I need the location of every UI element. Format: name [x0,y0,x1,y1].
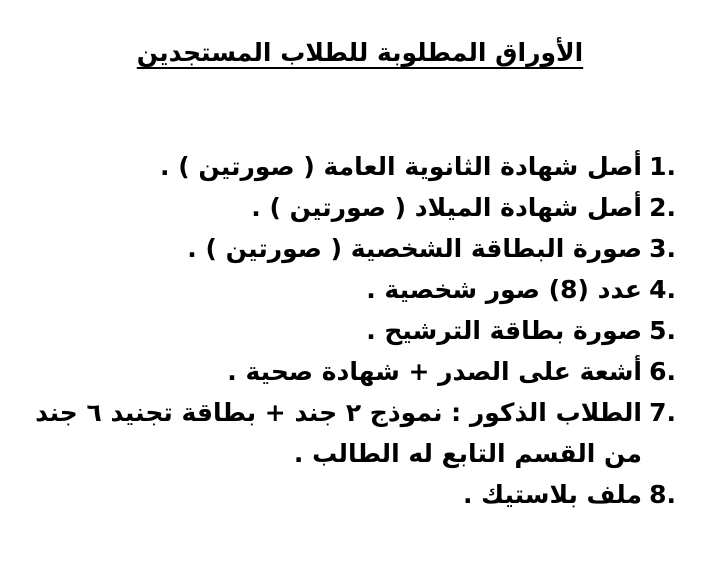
list-item [26,474,676,515]
list-item [26,392,676,474]
list-item [26,310,676,351]
item-number: 5. [649,316,676,345]
list-item [26,228,676,269]
item-number: 8. [649,480,676,509]
item-text: أصل شهادة الثانوية العامة ( صورتين ) . [160,152,642,181]
item-text: صورة بطاقة الترشيح . [366,316,642,345]
list-item [26,146,676,187]
item-number: 1. [649,152,676,181]
list-item [26,187,676,228]
item-number: 6. [649,357,676,386]
item-text: عدد (8) صور شخصية . [366,275,642,304]
item-number: 2. [649,193,676,222]
list-item [26,269,676,310]
item-text: الطلاب الذكور : نموذج ٢ جند + بطاقة تجنيد ٦ جند من القسم التابع له الطالب . [35,398,642,468]
required-papers-list [26,146,676,515]
item-text: أصل شهادة الميلاد ( صورتين ) . [251,193,642,222]
item-text: ملف بلاستيك . [462,480,642,509]
item-number: 4. [649,275,676,304]
document-title: الأوراق المطلوبة للطلاب المستجدين [136,38,584,67]
item-number: 7. [649,398,676,427]
item-text: صورة البطاقة الشخصية ( صورتين ) . [187,234,642,263]
item-text: أشعة على الصدر + شهادة صحية . [227,357,642,386]
item-number: 3. [649,234,676,263]
list-item [26,351,676,392]
